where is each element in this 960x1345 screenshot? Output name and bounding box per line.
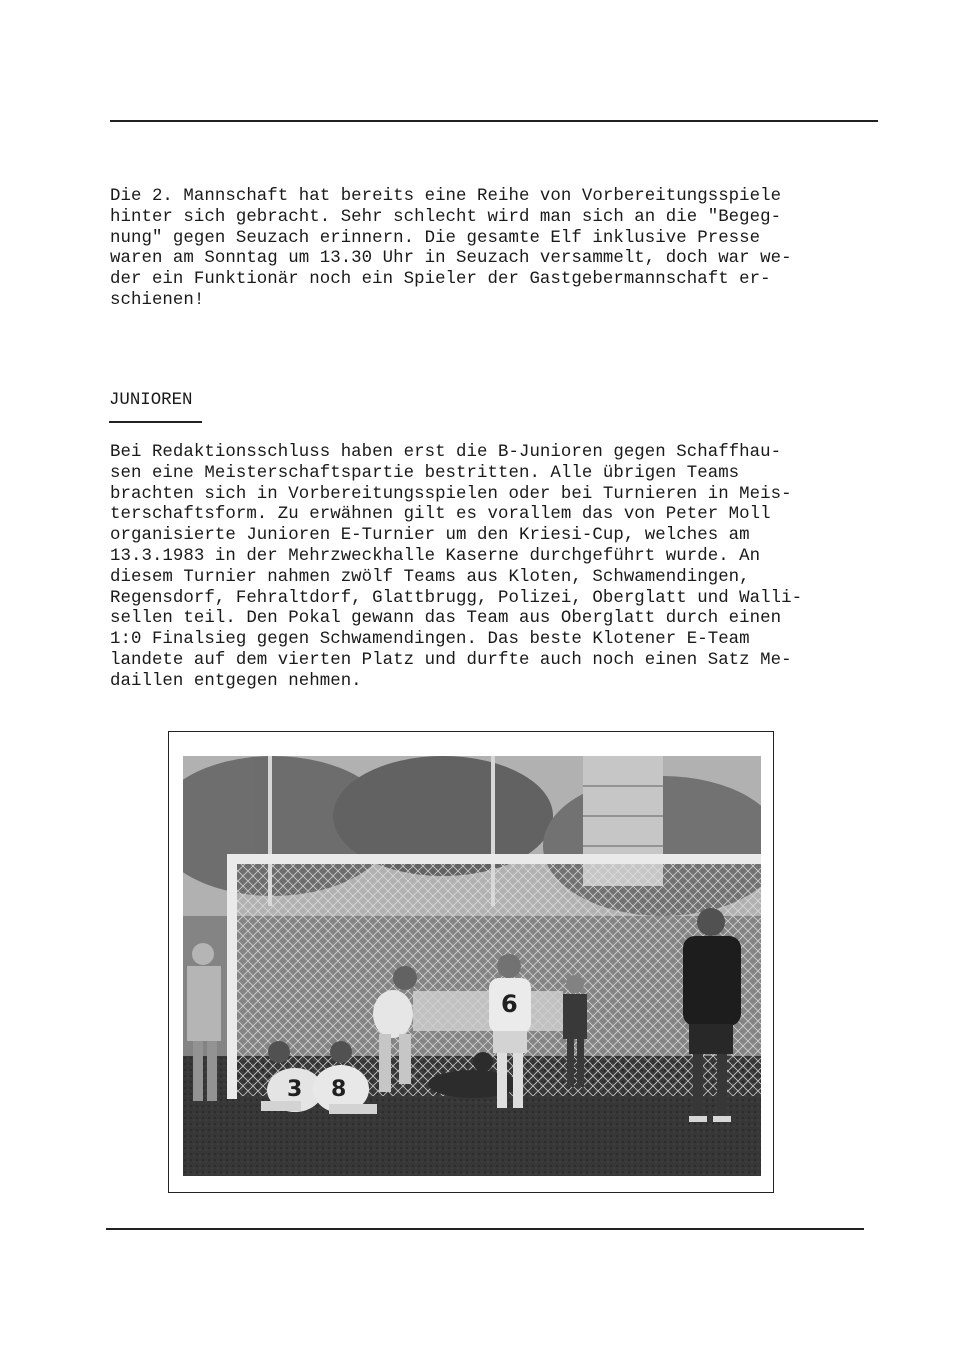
bottom-rule bbox=[106, 1228, 864, 1230]
text-line: waren am Sonntag um 13.30 Uhr in Seuzach versammelt, doch war we- bbox=[110, 249, 792, 269]
text-line: 13.3.1983 in der Mehrzweckhalle Kaserne durchgeführt wurde. An bbox=[110, 546, 761, 566]
text-line: der ein Funktionär noch ein Spieler der Gastgebermannschaft er- bbox=[110, 270, 771, 290]
jersey-number: 8 bbox=[331, 1077, 347, 1102]
heading-underline bbox=[109, 421, 202, 423]
text-line: Regensdorf, Fehraltdorf, Glattbrugg, Polizei, Oberglatt und Walli- bbox=[110, 588, 803, 608]
section-heading: JUNIOREN bbox=[109, 391, 193, 410]
paragraph-juniors bbox=[110, 443, 802, 693]
text-line: brachten sich in Vorbereitungsspielen oder bei Turnieren in Meis- bbox=[110, 484, 792, 504]
text-line: Bei Redaktionsschluss haben erst die B-Junioren gegen Schaffhau- bbox=[110, 443, 782, 462]
football-match-photo bbox=[183, 756, 761, 1176]
text-line: sen eine Meisterschaftspartie bestritten. Alle übrigen Teams bbox=[110, 463, 740, 483]
text-line: organisierte Junioren E-Turnier um den Kriesi-Cup, welches am bbox=[110, 526, 750, 546]
photo-frame bbox=[168, 731, 774, 1193]
top-rule bbox=[110, 120, 878, 122]
jersey-number: 3 bbox=[287, 1077, 303, 1102]
text-line: 1:0 Finalsieg gegen Schwamendingen. Das beste Klotener E-Team bbox=[110, 630, 750, 650]
text-line: landete auf dem vierten Platz und durfte auch noch einen Satz Me- bbox=[110, 650, 792, 670]
text-line: daillen entgegen nehmen. bbox=[110, 671, 362, 691]
text-line: sellen teil. Den Pokal gewann das Team aus Oberglatt durch einen bbox=[110, 609, 782, 629]
paragraph-second-team bbox=[110, 187, 792, 312]
text-line: Die 2. Mannschaft hat bereits eine Reihe von Vorbereitungsspiele bbox=[110, 187, 782, 206]
text-line: schienen! bbox=[110, 290, 205, 310]
text-line: diesem Turnier nahmen zwölf Teams aus Kloten, Schwamendingen, bbox=[110, 567, 750, 587]
text-line: hinter sich gebracht. Sehr schlecht wird man sich an die "Begeg- bbox=[110, 207, 782, 227]
text-line: nung" gegen Seuzach erinnern. Die gesamte Elf inklusive Presse bbox=[110, 228, 761, 248]
jersey-number: 6 bbox=[501, 990, 518, 1018]
text-line: terschaftsform. Zu erwähnen gilt es vorallem das von Peter Moll bbox=[110, 505, 771, 525]
